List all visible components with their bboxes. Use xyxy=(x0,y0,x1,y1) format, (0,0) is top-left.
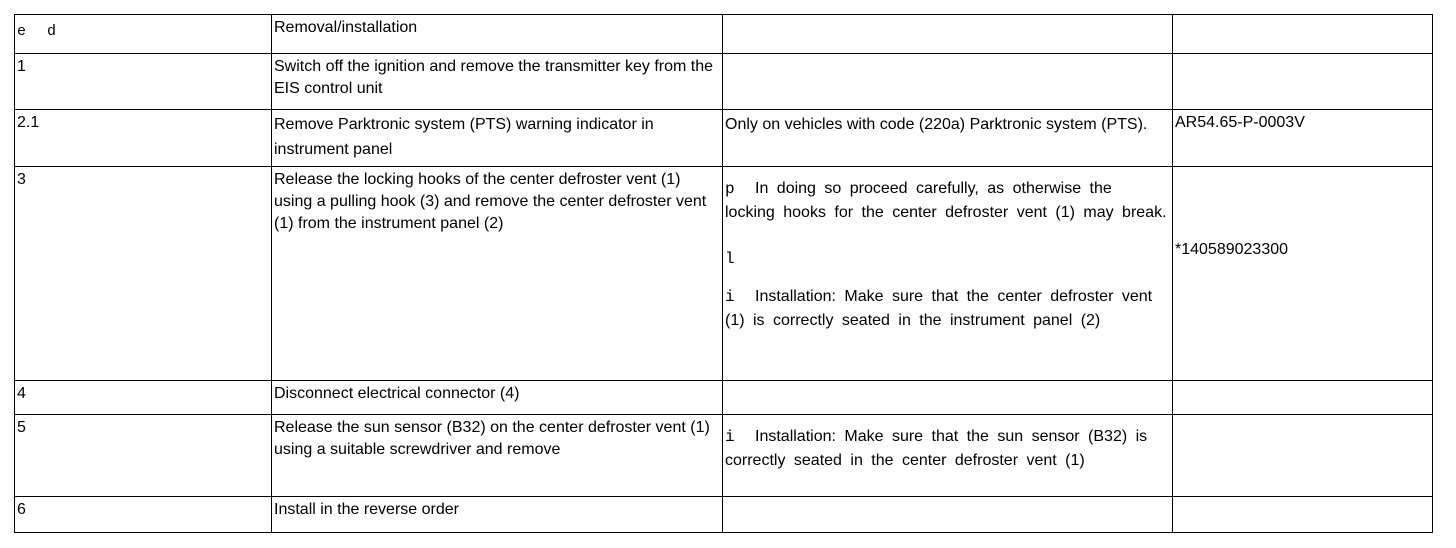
action-text: Release the locking hooks of the center defroster vent (1) using a pulling hook (3) and remove the center defroster vent (1) from the instrument panel (2) xyxy=(274,171,707,232)
header-title: Removal/installation xyxy=(274,19,418,36)
step-number: 1 xyxy=(17,58,26,75)
step-number: 3 xyxy=(17,171,26,188)
reference-cell xyxy=(1173,415,1433,497)
part-number[interactable]: *140589023300 xyxy=(1175,241,1289,258)
procedure-table xyxy=(14,14,1433,533)
step-number: 6 xyxy=(17,501,26,518)
action-cell xyxy=(272,415,723,497)
action-text: Disconnect electrical connector (4) xyxy=(274,385,520,402)
info-note xyxy=(725,417,1170,473)
notes-cell xyxy=(723,497,1173,533)
table-header-row xyxy=(15,15,1433,54)
notes-cell xyxy=(723,54,1173,110)
reference-cell xyxy=(1173,110,1433,167)
action-cell xyxy=(272,167,723,381)
note-text: Only on vehicles with code (220a) Parktronic system (PTS). xyxy=(725,116,1148,133)
step-cell xyxy=(15,54,272,110)
reference-cell xyxy=(1173,497,1433,533)
notes-cell xyxy=(723,415,1173,497)
notes-cell xyxy=(723,110,1173,167)
table-row xyxy=(15,381,1433,415)
step-cell xyxy=(15,381,272,415)
header-glyphs: e d xyxy=(17,23,58,40)
info-text: Installation: Make sure that the sun sensor (B32) is correctly seated in the center defroster vent (1) xyxy=(725,428,1148,469)
table-row xyxy=(15,110,1433,167)
caution-note xyxy=(725,169,1170,225)
table-row xyxy=(15,54,1433,110)
step-cell xyxy=(15,167,272,381)
action-text: Install in the reverse order xyxy=(274,501,459,518)
table-row xyxy=(15,497,1433,533)
reference-cell xyxy=(1173,167,1433,381)
notes-cell xyxy=(723,167,1173,381)
table-row xyxy=(15,167,1433,381)
header-notes-cell xyxy=(723,15,1173,54)
notes-cell xyxy=(723,381,1173,415)
step-cell xyxy=(15,497,272,533)
table-row xyxy=(15,415,1433,497)
graphic-note xyxy=(725,247,1170,271)
action-text: Switch off the ignition and remove the transmitter key from the EIS control unit xyxy=(274,58,714,97)
step-cell xyxy=(15,415,272,497)
info-icon: i xyxy=(725,288,735,306)
step-number: 5 xyxy=(17,419,26,436)
document-reference[interactable]: AR54.65-P-0003V xyxy=(1175,114,1305,131)
header-reference-cell xyxy=(1173,15,1433,54)
action-cell xyxy=(272,110,723,167)
graphic-icon: l xyxy=(725,250,735,268)
action-cell xyxy=(272,54,723,110)
header-step-cell xyxy=(15,15,272,54)
step-cell xyxy=(15,110,272,167)
action-cell xyxy=(272,381,723,415)
info-note xyxy=(725,285,1170,333)
caution-icon: p xyxy=(725,180,735,198)
reference-cell xyxy=(1173,54,1433,110)
step-number: 2.1 xyxy=(17,114,40,131)
action-cell xyxy=(272,497,723,533)
action-text: Release the sun sensor (B32) on the center defroster vent (1) using a suitable screwdriver and remove xyxy=(274,419,710,458)
info-text: Installation: Make sure that the center defroster vent (1) is correctly seated in the instrument panel (2) xyxy=(725,288,1153,329)
action-text: Remove Parktronic system (PTS) warning indicator in instrument panel xyxy=(274,116,654,158)
header-action-cell xyxy=(272,15,723,54)
info-icon: i xyxy=(725,428,735,446)
step-number: 4 xyxy=(17,385,26,402)
reference-cell xyxy=(1173,381,1433,415)
caution-text: In doing so proceed carefully, as otherwise the locking hooks for the center defroster vent (1) may break. xyxy=(725,180,1167,221)
